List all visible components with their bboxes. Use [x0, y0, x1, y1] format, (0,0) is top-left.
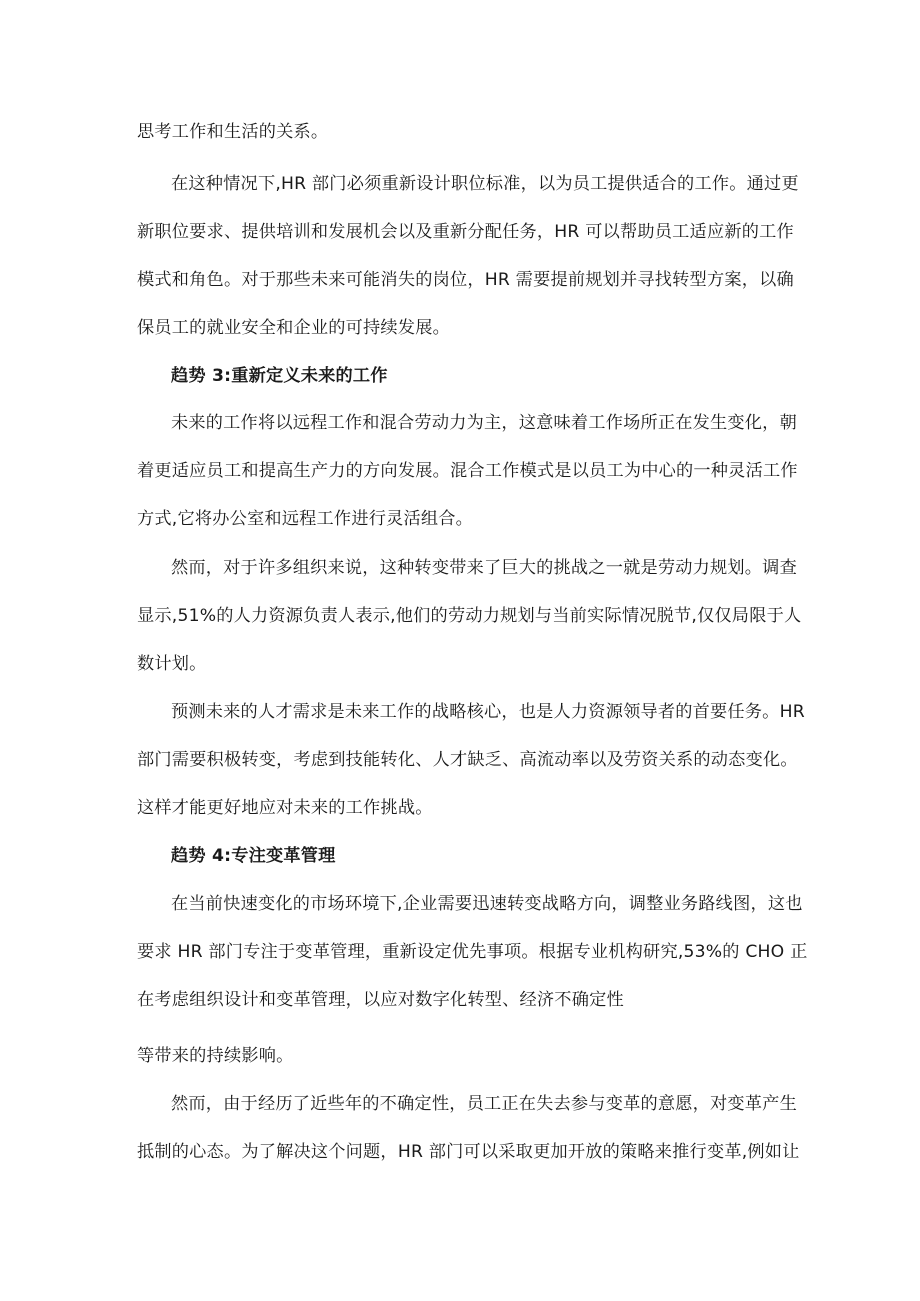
paragraph-line: 数计划。: [137, 654, 207, 674]
paragraph-line: 方式,它将办公室和远程工作进行灵活组合。: [137, 509, 474, 529]
paragraph-line: 模式和角色。对于那些未来可能消失的岗位，HR 需要提前规划并寻找转型方案，以确: [137, 270, 794, 290]
paragraph-line: 在考虑组织设计和变革管理，以应对数字化转型、经济不确定性: [137, 990, 624, 1010]
paragraph-line: 新职位要求、提供培训和发展机会以及重新分配任务，HR 可以帮助员工适应新的工作: [137, 222, 794, 242]
paragraph-line: 在当前快速变化的市场环境下,企业需要迅速转变战略方向，调整业务路线图，这也: [171, 894, 803, 914]
paragraph-line: 预测未来的人才需求是未来工作的战略核心，也是人力资源领导者的首要任务。HR: [171, 702, 805, 722]
paragraph-line: 抵制的心态。为了解决这个问题，HR 部门可以采取更加开放的策略来推行变革,例如让: [137, 1142, 800, 1162]
paragraph-line: 要求 HR 部门专注于变革管理，重新设定优先事项。根据专业机构研究,53%的 CHO 正: [137, 942, 808, 962]
paragraph-line: 然而，由于经历了近些年的不确定性，员工正在失去参与变革的意愿，对变革产生: [171, 1094, 797, 1114]
section-heading-trend-4: 趋势 4:专注变革管理: [171, 846, 336, 866]
paragraph-line: 在这种情况下,HR 部门必须重新设计职位标准，以为员工提供适合的工作。通过更: [171, 174, 799, 194]
paragraph-line: 未来的工作将以远程工作和混合劳动力为主，这意味着工作场所正在发生变化，朝: [171, 413, 797, 433]
section-heading-trend-3: 趋势 3:重新定义未来的工作: [171, 366, 388, 386]
paragraph-line: 保员工的就业安全和企业的可持续发展。: [137, 318, 450, 338]
paragraph-line: 等带来的持续影响。: [137, 1046, 294, 1066]
paragraph-line: 部门需要积极转变，考虑到技能转化、人才缺乏、高流动率以及劳资关系的动态变化。: [137, 750, 798, 770]
paragraph-line: 着更适应员工和提高生产力的方向发展。混合工作模式是以员工为中心的一种灵活工作: [137, 461, 798, 481]
paragraph-line: 然而，对于许多组织来说，这种转变带来了巨大的挑战之一就是劳动力规划。调查: [171, 558, 797, 578]
paragraph-line: 显示,51%的人力资源负责人表示,他们的劳动力规划与当前实际情况脱节,仅仅局限于人: [137, 606, 802, 626]
paragraph-line: 这样才能更好地应对未来的工作挑战。: [137, 798, 433, 818]
paragraph-line: 思考工作和生活的关系。: [137, 122, 329, 142]
